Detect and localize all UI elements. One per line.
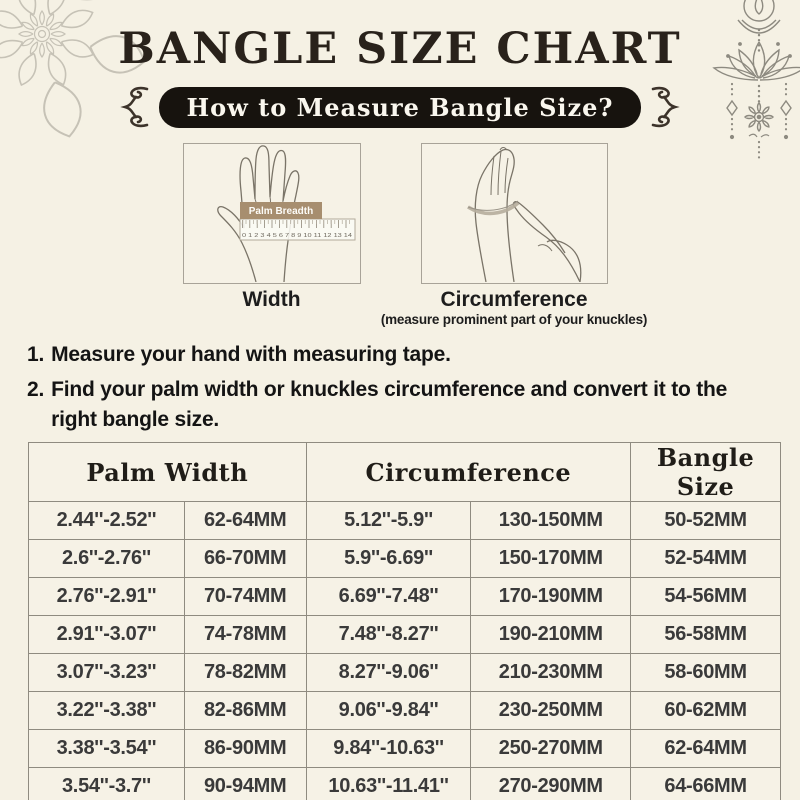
size-cell: 6.69''-7.48'' [306,578,471,616]
table-row [29,502,781,540]
size-cell: 2.6''-2.76'' [29,540,185,578]
table-row [29,730,781,768]
size-cell: 3.38''-3.54'' [29,730,185,768]
size-cell: 10.63''-11.41'' [306,768,471,800]
curly-flourish-right-icon [650,84,680,130]
size-cell: 8.27''-9.06'' [306,654,471,692]
size-cell: 66-70MM [184,540,306,578]
size-cell: 270-290MM [471,768,631,800]
size-cell: 230-250MM [471,692,631,730]
instruction-step-1 [27,340,739,370]
instructions-list [27,340,739,439]
size-cell: 56-58MM [631,616,781,654]
table-row [29,578,781,616]
table-row [29,768,781,800]
size-cell: 7.48''-8.27'' [306,616,471,654]
size-cell: 86-90MM [184,730,306,768]
width-illustration-box [183,143,361,284]
table-row [29,654,781,692]
ruler-numbers: 0 1 2 3 4 5 6 7 8 9 10 11 12 13 14 [242,233,352,239]
size-cell: 52-54MM [631,540,781,578]
banner-pill: How to Measure Bangle Size? [159,87,642,128]
page-title: BANGLE SIZE CHART [118,24,682,74]
size-cell: 210-230MM [471,654,631,692]
size-cell: 78-82MM [184,654,306,692]
circumference-label-block [361,288,667,327]
col-header-bangle-size: Bangle Size [631,443,781,502]
size-cell: 54-56MM [631,578,781,616]
size-cell: 74-78MM [184,616,306,654]
size-cell: 250-270MM [471,730,631,768]
size-cell: 62-64MM [631,730,781,768]
size-cell: 2.91''-3.07'' [29,616,185,654]
size-cell: 64-66MM [631,768,781,800]
size-cell: 9.84''-10.63'' [306,730,471,768]
circumference-note: (measure prominent part of your knuckles) [380,312,648,327]
width-label: Width [242,288,301,311]
size-cell: 3.22''-3.38'' [29,692,185,730]
size-cell: 190-210MM [471,616,631,654]
size-cell: 3.07''-3.23'' [29,654,185,692]
size-cell: 2.44''-2.52'' [29,502,185,540]
size-cell: 62-64MM [184,502,306,540]
curly-flourish-left-icon [120,84,150,130]
table-header-row [29,443,781,502]
size-table-body [29,502,781,800]
col-header-palm-width: Palm Width [29,443,307,502]
size-cell: 3.54''-3.7'' [29,768,185,800]
hand-with-ruler-icon [184,144,359,282]
size-cell: 150-170MM [471,540,631,578]
size-conversion-table [28,442,781,800]
size-cell: 82-86MM [184,692,306,730]
col-header-circumference: Circumference [306,443,631,502]
palm-breadth-tag: Palm Breadth [248,206,314,217]
step-text: Find your palm width or knuckles circumference and convert it to the right bangle size. [51,377,728,431]
step-text: Measure your hand with measuring tape. [51,343,451,366]
instruction-step-2 [27,375,739,435]
how-to-measure-banner [0,84,800,130]
step-number: 2. [27,377,45,401]
table-row [29,540,781,578]
circumference-label: Circumference [440,288,588,311]
hand-knuckle-tape-icon [422,144,606,282]
step-number: 1. [27,343,45,366]
circumference-illustration-box [421,143,608,284]
size-cell: 5.12''-5.9'' [306,502,471,540]
table-row [29,616,781,654]
size-cell: 9.06''-9.84'' [306,692,471,730]
size-cell: 58-60MM [631,654,781,692]
size-cell: 2.76''-2.91'' [29,578,185,616]
size-cell: 60-62MM [631,692,781,730]
size-cell: 50-52MM [631,502,781,540]
size-cell: 5.9''-6.69'' [306,540,471,578]
size-cell: 70-74MM [184,578,306,616]
size-cell: 90-94MM [184,768,306,800]
size-cell: 130-150MM [471,502,631,540]
table-row [29,692,781,730]
size-cell: 170-190MM [471,578,631,616]
